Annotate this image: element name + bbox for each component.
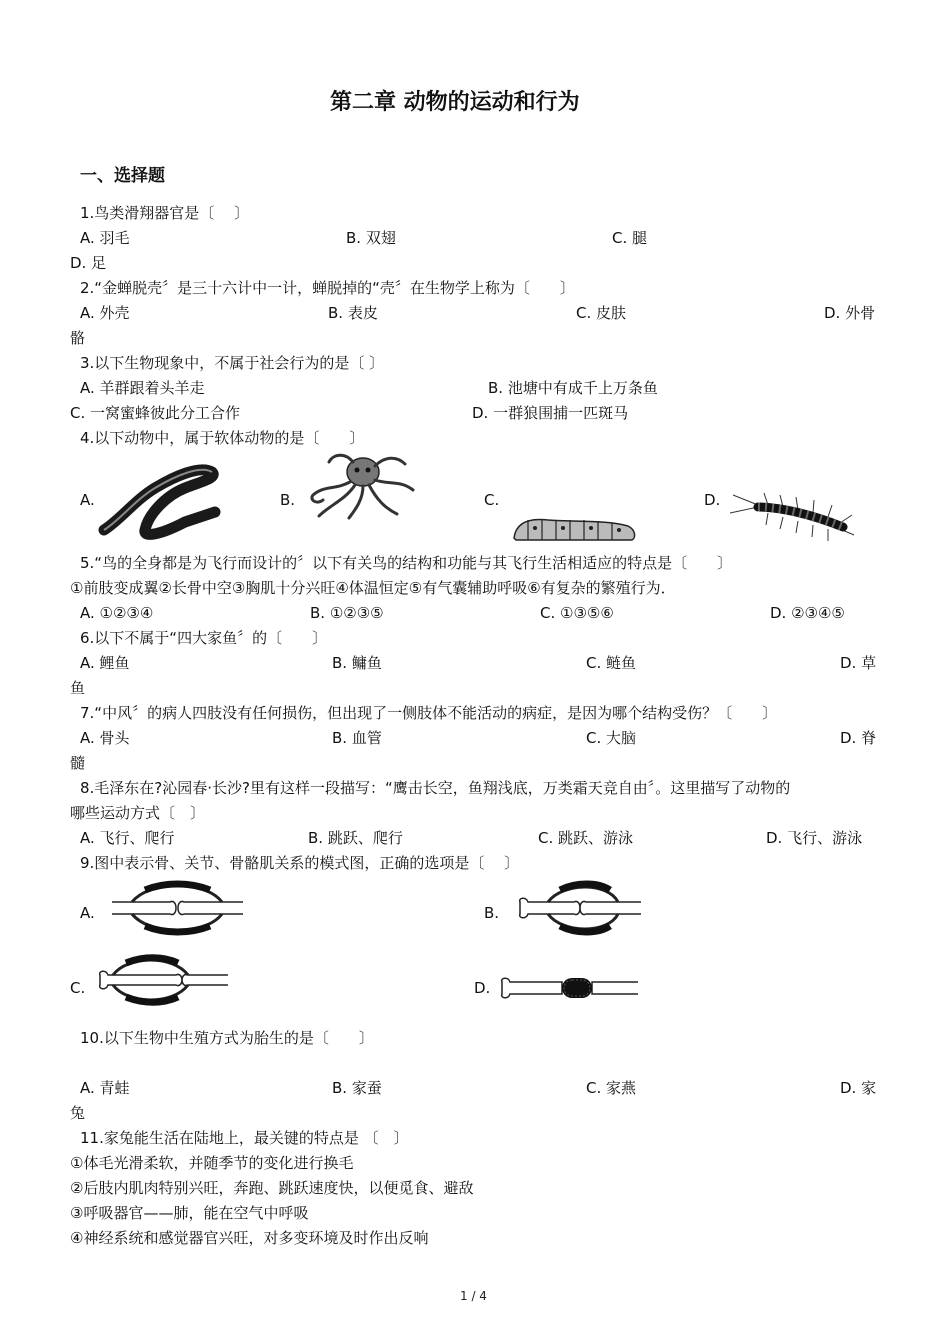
q2-option-d: D. 外骨	[824, 304, 876, 322]
q5-option-d: D. ②③④⑤	[770, 604, 845, 622]
q6-option-c: C. 鲢鱼	[586, 654, 637, 672]
q6-option-d-wrap: 鱼	[70, 679, 86, 697]
q3-option-a: A. 羊群跟着头羊走	[80, 379, 205, 397]
q10-option-d: D. 家	[840, 1079, 877, 1097]
q6-option-d: D. 草	[840, 654, 877, 672]
q5-option-b: B. ①②③⑤	[310, 604, 384, 622]
q9-option-a: A.	[80, 904, 95, 922]
question-8-stem: 8.毛泽东在?沁园春·长沙?里有这样一段描写：“鹰击长空，鱼翔浅底，万类霜天竞自由〞。这里描写了动物的	[80, 779, 791, 797]
question-6-stem: 6.以下不属于“四大家鱼〞的〔 〕	[80, 629, 328, 647]
joint-diagram-b	[518, 880, 643, 936]
q2-option-c: C. 皮肤	[576, 304, 627, 322]
joint-diagram-a	[110, 880, 245, 936]
q4-option-a: A.	[80, 491, 95, 509]
joint-diagram-c	[98, 955, 230, 1005]
joint-diagram-d	[500, 972, 640, 1004]
q9-option-b: B.	[484, 904, 500, 922]
q6-option-a: A. 鲤鱼	[80, 654, 130, 672]
q1-option-c: C. 腿	[612, 229, 648, 247]
q7-option-a: A. 骨头	[80, 729, 130, 747]
q9-option-c: C.	[70, 979, 86, 997]
q10-option-d-wrap: 兔	[70, 1104, 86, 1122]
q5-option-c: C. ①③⑤⑥	[540, 604, 614, 622]
q7-option-d: D. 脊	[840, 729, 877, 747]
q1-option-d: D. 足	[70, 254, 107, 272]
caterpillar-image	[508, 510, 640, 545]
octopus-image	[305, 450, 420, 520]
q3-option-b: B. 池塘中有成千上万条鱼	[488, 379, 658, 397]
q4-option-b: B.	[280, 491, 296, 509]
q4-option-d: D.	[704, 491, 721, 509]
question-7-stem: 7.“中风〞的病人四肢没有任何损伤，但出现了一侧肢体不能活动的病症，是因为哪个结构受伤？〔 〕	[80, 704, 778, 722]
q11-line-2: ②后肢内肌肉特别兴旺，奔跑、跳跃速度快，以便觅食、避敌	[70, 1179, 474, 1197]
q2-option-d-wrap: 骼	[70, 329, 86, 347]
question-1-stem: 1.鸟类滑翔器官是〔 〕	[80, 204, 250, 222]
q3-option-c: C. 一窝蜜蜂彼此分工合作	[70, 404, 241, 422]
question-9-stem: 9.图中表示骨、关节、骨骼肌关系的模式图，正确的选项是〔 〕	[80, 854, 520, 872]
page-title: 第二章 动物的运动和行为	[330, 90, 580, 115]
q4-option-c: C.	[484, 491, 500, 509]
q8-option-b: B. 跳跃、爬行	[308, 829, 403, 847]
q3-option-d: D. 一群狼围捕一匹斑马	[472, 404, 629, 422]
q2-option-a: A. 外壳	[80, 304, 130, 322]
section-heading: 一、选择题	[80, 166, 165, 186]
q7-option-d-wrap: 髓	[70, 754, 86, 772]
question-4-stem: 4.以下动物中，属于软体动物的是〔 〕	[80, 429, 365, 447]
question-5-stem: 5.“鸟的全身都是为飞行而设计的〞以下有关鸟的结构和功能与其飞行生活相适应的特点是〔 〕	[80, 554, 733, 572]
question-5-line2: ①前肢变成翼②长骨中空③胸肌十分兴旺④体温恒定⑤有气囊辅助呼吸⑥有复杂的繁殖行为．	[70, 579, 676, 597]
question-3-stem: 3.以下生物现象中，不属于社会行为的是〔 〕	[80, 354, 385, 372]
q7-option-c: C. 大脑	[586, 729, 637, 747]
question-8-line2: 哪些运动方式〔 〕	[70, 804, 206, 822]
q7-option-b: B. 血管	[332, 729, 382, 747]
question-2-stem: 2.“金蝉脱壳〞是三十六计中一计，蝉脱掉的“壳〞在生物学上称为〔 〕	[80, 279, 575, 297]
q1-option-a: A. 羽毛	[80, 229, 130, 247]
centipede-image	[728, 485, 856, 545]
q1-option-b: B. 双翅	[346, 229, 396, 247]
q9-option-d: D.	[474, 979, 491, 997]
q2-option-b: B. 表皮	[328, 304, 378, 322]
q10-option-c: C. 家燕	[586, 1079, 637, 1097]
eel-worm-image	[100, 460, 220, 545]
q10-option-a: A. 青蛙	[80, 1079, 130, 1097]
q8-option-c: C. 跳跃、游泳	[538, 829, 634, 847]
q5-option-a: A. ①②③④	[80, 604, 154, 622]
q11-line-4: ④神经系统和感觉器官兴旺，对多变环境及时作出反响	[70, 1229, 429, 1247]
q6-option-b: B. 鳙鱼	[332, 654, 382, 672]
q8-option-d: D. 飞行、游泳	[766, 829, 863, 847]
page-number: 1 / 4	[460, 1289, 487, 1303]
q11-line-1: ①体毛光滑柔软，并随季节的变化进行换毛	[70, 1154, 354, 1172]
question-10-stem: 10.以下生物中生殖方式为胎生的是〔 〕	[80, 1029, 374, 1047]
question-11-stem: 11.家兔能生活在陆地上，最关键的特点是 〔 〕	[80, 1129, 409, 1147]
q11-line-3: ③呼吸器官——肺，能在空气中呼吸	[70, 1204, 309, 1222]
q8-option-a: A. 飞行、爬行	[80, 829, 175, 847]
q10-option-b: B. 家蚕	[332, 1079, 382, 1097]
